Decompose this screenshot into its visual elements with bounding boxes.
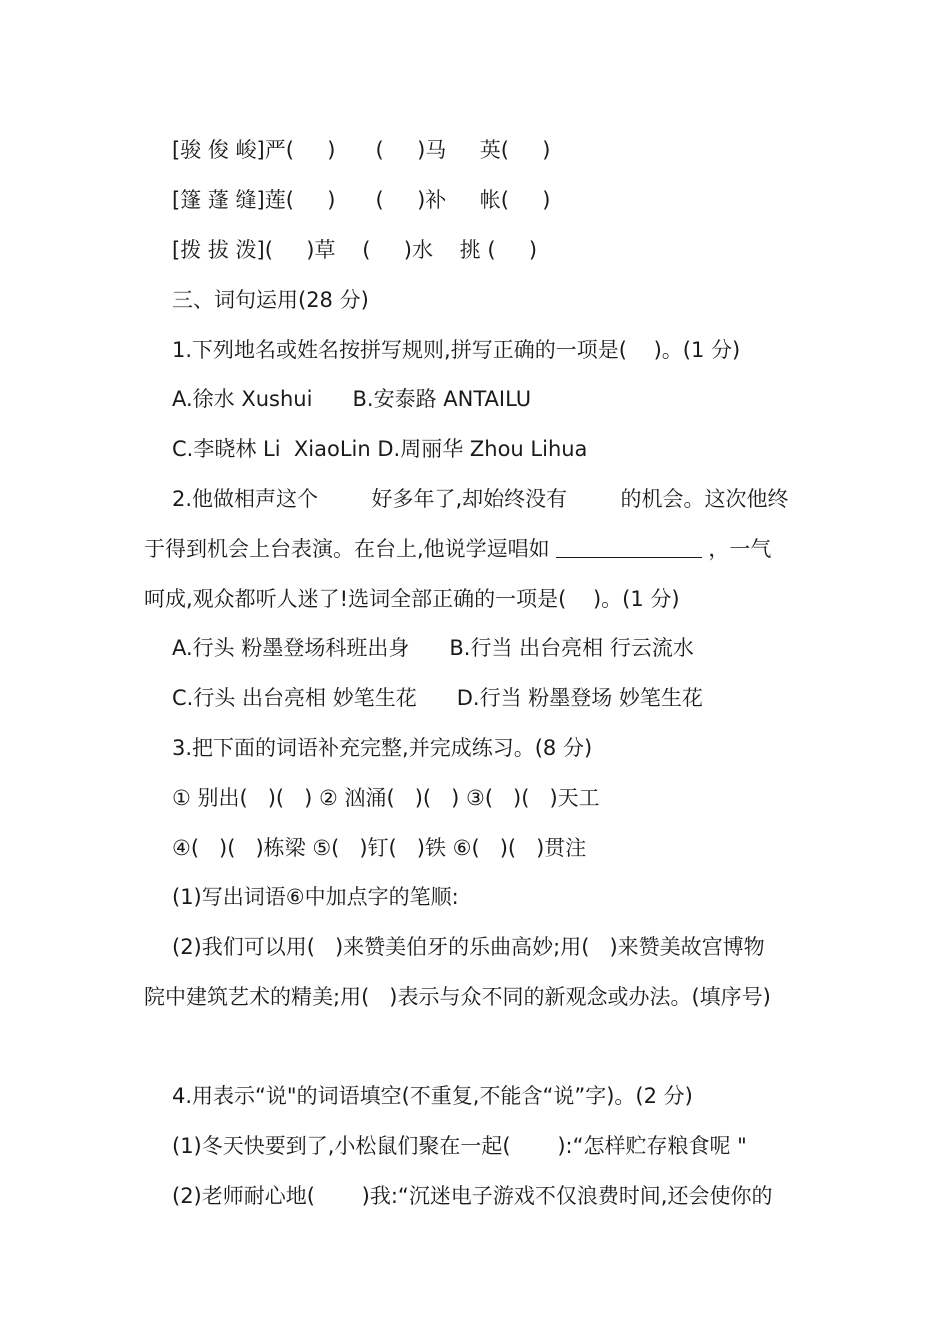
question-3-stem: 3.把下面的词语补充完整,并完成练习。(8 分)	[172, 736, 593, 760]
char-choice-row-3: [拨 拔 泼]( )草 ( )水 挑 ( )	[172, 238, 538, 262]
question-2-line-2-before: 于得到机会上台表演。在台上,他说学逗唱如	[144, 537, 550, 561]
char-choice-row-2: [篷 蓬 缝]莲( ) ( )补 帐( )	[172, 188, 551, 212]
answer-blank[interactable]	[556, 537, 702, 558]
question-1-stem: 1.下列地名或姓名按拼写规则,拼写正确的一项是( )。(1 分)	[172, 338, 741, 362]
section-heading: 三、词句运用(28 分)	[172, 288, 369, 312]
question-2-line-3: 呵成,观众都听人迷了!选词全部正确的一项是( )。(1 分)	[144, 587, 680, 611]
char-choice-row-1: [骏 俊 峻]严( ) ( )马 英( )	[172, 138, 551, 162]
question-3-sub-1: (1)写出词语⑥中加点字的笔顺:	[172, 885, 459, 909]
question-4-sub-1: (1)冬天快要到了,小松鼠们聚在一起( ):“怎样贮存粮食呢 "	[172, 1134, 747, 1158]
question-1-options-ab: A.徐水 Xushui B.安泰路 ANTAILU	[172, 387, 532, 411]
question-2-options-cd: C.行头 出台亮相 妙笔生花 D.行当 粉墨登场 妙笔生花	[172, 686, 703, 710]
question-3-words-1: ① 别出( )( ) ② 汹涌( )( ) ③( )( )天工	[172, 786, 600, 810]
question-3-sub-2-line-2: 院中建筑艺术的精美;用( )表示与众不同的新观念或办法。(填序号)	[144, 985, 771, 1009]
question-2-line-2-after: ，一气	[701, 537, 772, 561]
question-2-options-ab: A.行头 粉墨登场科班出身 B.行当 出台亮相 行云流水	[172, 636, 694, 660]
question-2-line-1: 2.他做相声这个 好多年了,却始终没有 的机会。这次他终	[172, 487, 789, 511]
question-4-stem: 4.用表示“说"的词语填空(不重复,不能含“说”字)。(2 分)	[172, 1084, 693, 1108]
question-4-sub-2: (2)老师耐心地( )我:“沉迷电子游戏不仅浪费时间,还会使你的	[172, 1184, 773, 1208]
question-3-words-2: ④( )( )栋梁 ⑤( )钉( )铁 ⑥( )( )贯注	[172, 836, 587, 860]
question-2-line-2	[144, 535, 824, 563]
question-3-sub-2-line-1: (2)我们可以用( )来赞美伯牙的乐曲高妙;用( )来赞美故宫博物	[172, 935, 765, 959]
question-1-options-cd: C.李晓林 Li XiaoLin D.周丽华 Zhou Lihua	[172, 437, 588, 461]
